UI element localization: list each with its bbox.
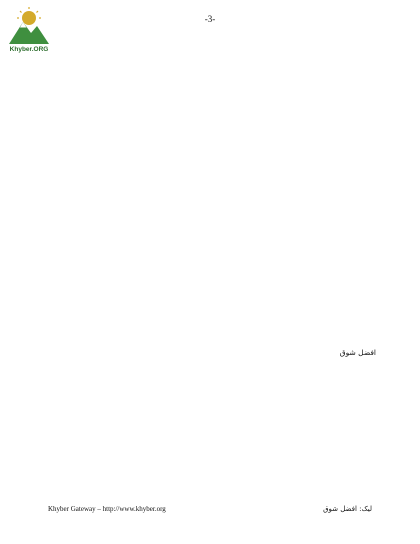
text-line	[44, 235, 376, 245]
text-line	[44, 184, 376, 194]
footer-author-credit: ليک: افضل شوق	[323, 505, 372, 513]
text-line	[44, 225, 376, 235]
paragraph-1	[44, 44, 376, 147]
footer-site-link[interactable]: Khyber Gateway – http://www.khyber.org	[48, 505, 166, 513]
logo-caption: Khyber.ORG	[9, 46, 49, 53]
text-line	[44, 126, 376, 136]
text-line	[44, 173, 376, 183]
text-line	[44, 65, 376, 75]
paragraph-2	[44, 163, 376, 245]
page-number: -3-	[204, 14, 216, 24]
text-line	[44, 106, 376, 116]
text-line	[44, 116, 376, 126]
text-line	[44, 54, 376, 64]
page-footer	[48, 505, 372, 513]
text-line	[44, 163, 376, 173]
text-line	[44, 137, 376, 147]
text-line	[44, 95, 376, 105]
author-signature: افضل شوق	[339, 348, 376, 357]
mountain-sun-logo-icon	[7, 6, 51, 46]
text-line	[44, 75, 376, 85]
text-line	[44, 204, 376, 214]
text-line	[44, 44, 376, 54]
article-body	[44, 44, 376, 261]
text-line	[44, 194, 376, 204]
text-line	[44, 85, 376, 95]
text-line	[44, 214, 376, 224]
logo-mountain-shape	[9, 22, 49, 44]
